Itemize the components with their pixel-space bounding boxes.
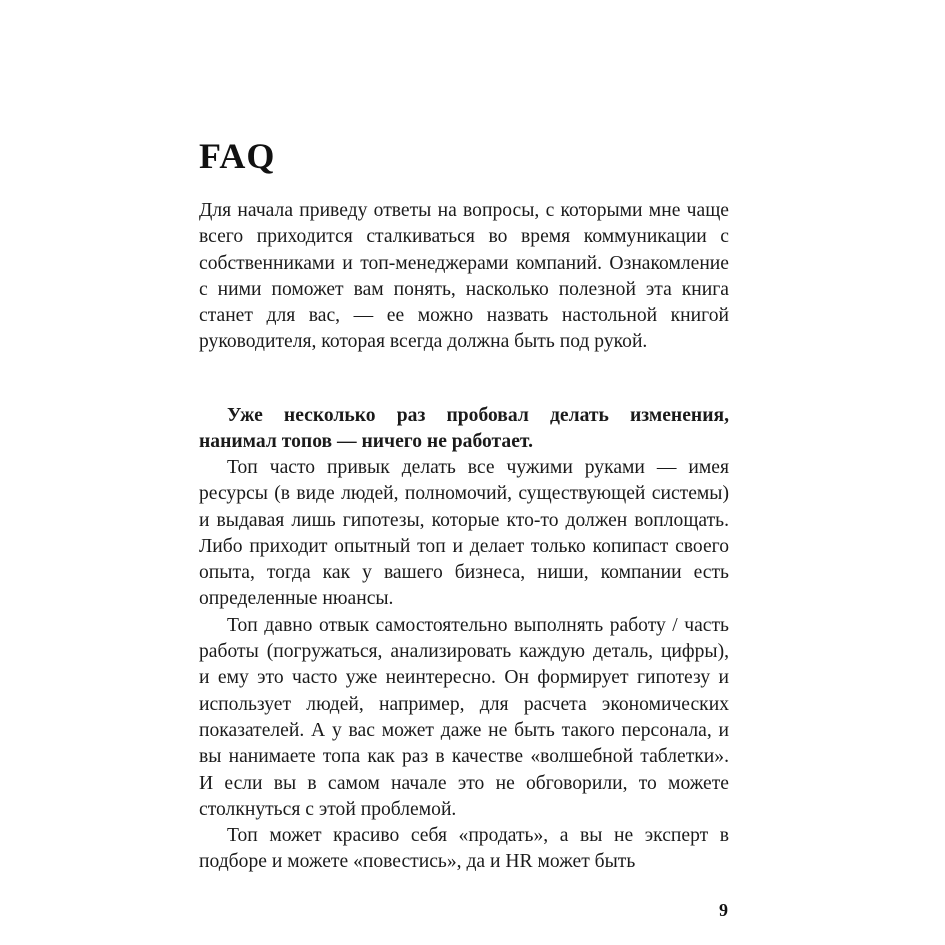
question-paragraph: Уже несколько раз пробовал делать изменения, нанимал топов — ничего не работает.: [199, 405, 729, 453]
answer-paragraph-1: Топ часто привык делать все чужими руками — имея ресурсы (в виде людей, полномочий, существующей системы) и выдавая лишь гипотезы, которые кто-то должен воплощать. Либо приходит опытный топ и делает только копипаст своего опыта, тогда как у вашего бизнеса, ниши, компании есть определенные нюансы.: [199, 457, 729, 610]
chapter-heading: FAQ: [199, 136, 276, 176]
answer-paragraph-2: Топ давно отвык самостоятельно выполнять работу / часть работы (погружаться, анализировать каждую деталь, цифры), и ему это часто уже неинтересно. Он формирует гипотезу и использует людей, например, для расчета экономических показателей. А у вас может даже не быть такого персонала, и вы нанимаете топа как раз в качестве «волшебной таблетки». И если вы в самом начале это не обговорили, то можете столкнуться с этой проблемой.: [199, 614, 729, 820]
answer-paragraph-3: Топ может красиво себя «продать», а вы не эксперт в подборе и можете «повестись», да и HR может быть: [199, 825, 729, 873]
answer-block: [199, 455, 729, 876]
page-number: 9: [719, 900, 728, 920]
intro-paragraph: Для начала приведу ответы на вопросы, с которыми мне чаще всего приходится сталкиваться во время коммуникации с собственниками и топ-менеджерами компаний. Ознакомление с ними поможет вам понять, насколько полезной эта книга станет для вас, — ее можно назвать настольной книгой руководителя, которая всегда должна быть под рукой.: [199, 200, 729, 353]
